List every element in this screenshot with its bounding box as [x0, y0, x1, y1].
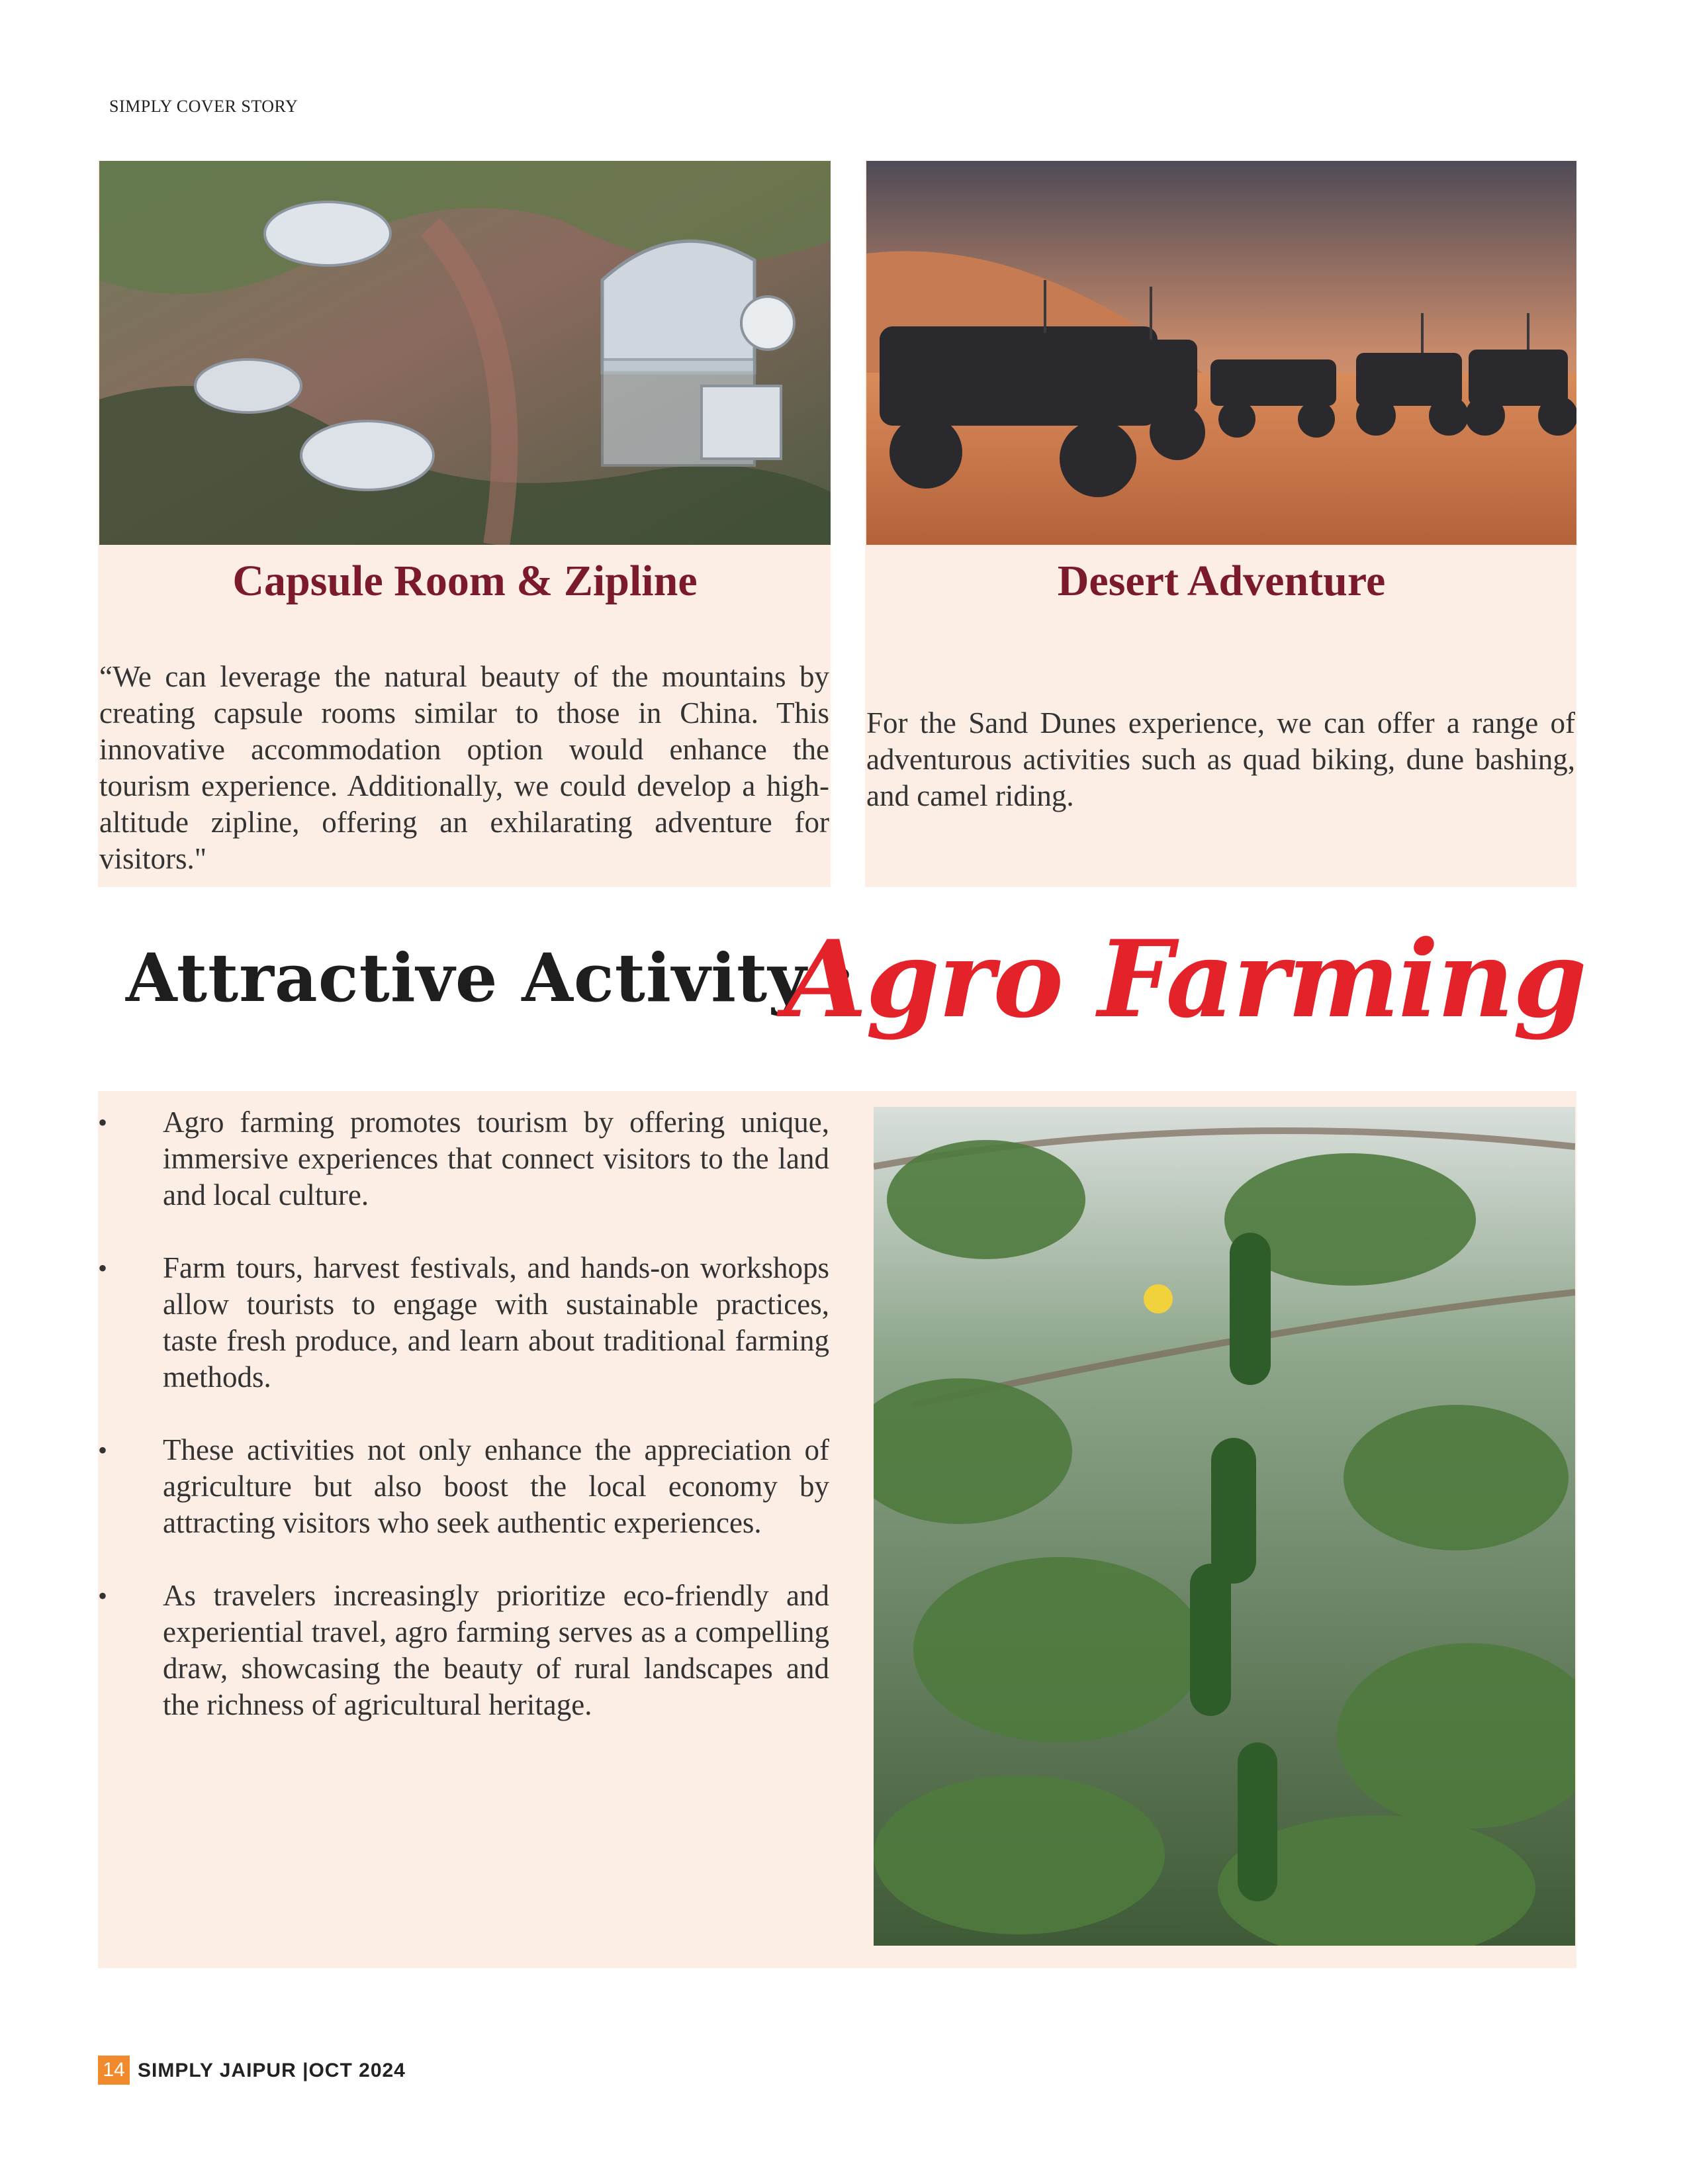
bullet-text: Agro farming promotes tourism by offering unique, immersive experiences that connect visitors to the land and local culture. — [163, 1106, 829, 1211]
bullet-item — [98, 1104, 829, 1213]
bullet-dot: • — [98, 1108, 108, 1137]
bullet-text: As travelers increasingly prioritize eco-friendly and experiential travel, agro farming serves as a compelling draw, showcasing the beauty of rural landscapes and the richness of agricultural heritage. — [163, 1579, 829, 1721]
bullet-item — [98, 1578, 829, 1723]
card-body-capsule-room: “We can leverage the natural beauty of the mountains by creating capsule rooms similar to those in China. This innovative accommodation option would enhance the tourism experience. Additionally, we could develop a high-altitude zipline, offering an exhilarating adventure for visitors." — [99, 660, 829, 875]
agro-farming-bullets — [98, 1104, 829, 1760]
bullet-dot: • — [98, 1435, 108, 1465]
card-title-capsule-room: Capsule Room & Zipline — [232, 557, 698, 605]
headline-main: Agro Farming — [785, 917, 1586, 1041]
bullet-dot: • — [98, 1253, 108, 1283]
bullet-item — [98, 1250, 829, 1396]
capsule-room-photo — [99, 161, 831, 545]
publication-footer: SIMPLY JAIPUR |OCT 2024 — [138, 2060, 406, 2081]
page-number: 14 — [98, 2056, 130, 2085]
desert-adventure-photo — [866, 161, 1576, 545]
bullet-item — [98, 1432, 829, 1541]
section-label: SIMPLY COVER STORY — [109, 97, 298, 116]
card-body-desert-adventure: For the Sand Dunes experience, we can offer a range of adventurous activities such as quad biking, dune bashing, and camel riding. — [866, 706, 1575, 812]
bullet-text: Farm tours, harvest festivals, and hands-on workshops allow tourists to engage with sustainable practices, taste fresh produce, and learn about traditional farming methods. — [163, 1251, 829, 1394]
agro-farming-photo — [874, 1107, 1575, 1946]
bullet-dot: • — [98, 1581, 108, 1611]
headline-prefix: Attractive Activity : — [126, 939, 856, 1017]
bullet-text: These activities not only enhance the appreciation of agriculture but also boost the local economy by attracting visitors who seek authentic experiences. — [163, 1433, 829, 1539]
card-title-desert-adventure: Desert Adventure — [1057, 557, 1386, 605]
